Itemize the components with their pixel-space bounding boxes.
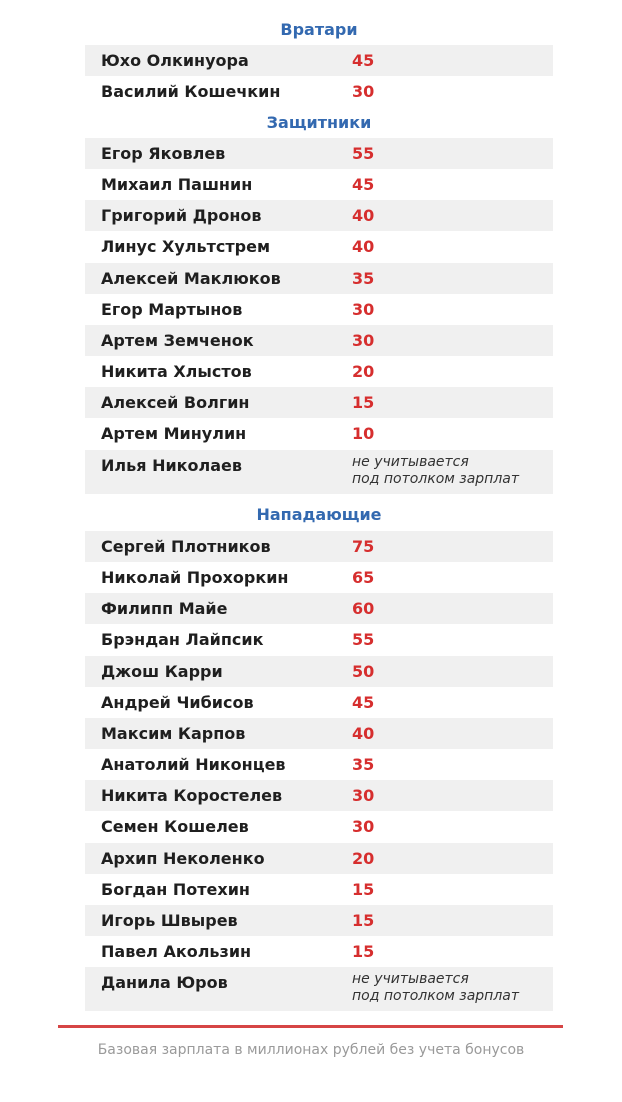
salary-value: 50 [352, 662, 375, 681]
player-name: Данила Юров [101, 973, 228, 992]
table-row [85, 294, 553, 325]
salary-value: 30 [352, 82, 375, 101]
table-row [85, 45, 553, 76]
salary-value: 35 [352, 269, 375, 288]
table-row [85, 936, 553, 967]
table-row [85, 76, 553, 107]
player-name: Никита Хлыстов [101, 362, 252, 381]
salary-value: 15 [352, 942, 375, 961]
salary-value: 60 [352, 599, 375, 618]
salary-note [352, 454, 519, 488]
player-name: Алексей Волгин [101, 393, 250, 412]
salary-value: 10 [352, 424, 375, 443]
player-name: Филипп Майе [101, 599, 228, 618]
player-name: Игорь Швырев [101, 911, 238, 930]
table-row [85, 718, 553, 749]
player-name: Семен Кошелев [101, 817, 249, 836]
table-row [85, 418, 553, 449]
table-row [85, 593, 553, 624]
player-name: Линус Хультстрем [101, 237, 271, 256]
player-name: Василий Кошечкин [101, 82, 281, 101]
table-row [85, 356, 553, 387]
table-row [85, 624, 553, 655]
salary-note [352, 971, 519, 1005]
player-name: Николай Прохоркин [101, 568, 289, 587]
salary-value: 35 [352, 755, 375, 774]
salary-value: 45 [352, 51, 375, 70]
salary-value: 40 [352, 237, 375, 256]
salary-value: 30 [352, 331, 375, 350]
salary-value: 15 [352, 911, 375, 930]
player-name: Алексей Маклюков [101, 269, 281, 288]
player-name: Брэндан Лайпсик [101, 630, 264, 649]
player-name: Юхо Олкинуора [101, 51, 249, 70]
section-title: Защитники [266, 113, 372, 132]
table-row [85, 325, 553, 356]
table-row [85, 656, 553, 687]
salary-value: 20 [352, 849, 375, 868]
player-name: Андрей Чибисов [101, 693, 254, 712]
table-row [85, 169, 553, 200]
table-row [85, 450, 553, 494]
footnote: Базовая зарплата в миллионах рублей без учета бонусов [97, 1042, 525, 1058]
salary-value: 30 [352, 300, 375, 319]
player-name: Джош Карри [101, 662, 223, 681]
player-name: Архип Неколенко [101, 849, 265, 868]
salary-value: 55 [352, 630, 375, 649]
salary-value: 30 [352, 817, 375, 836]
table-row [85, 387, 553, 418]
player-name: Анатолий Никонцев [101, 755, 286, 774]
salary-value: 15 [352, 880, 375, 899]
salary-value: 15 [352, 393, 375, 412]
salary-note-line: не учитывается [352, 971, 469, 987]
salary-value: 45 [352, 693, 375, 712]
salary-note-line: под потолком зарплат [352, 471, 520, 487]
player-name: Сергей Плотников [101, 537, 271, 556]
salary-value: 45 [352, 175, 375, 194]
player-name: Богдан Потехин [101, 880, 250, 899]
salary-note-line: не учитывается [352, 454, 469, 470]
section-title: Нападающие [256, 505, 382, 524]
salary-value: 20 [352, 362, 375, 381]
table-row [85, 780, 553, 811]
table-row [85, 231, 553, 262]
salary-note-line: под потолком зарплат [352, 988, 520, 1004]
player-name: Илья Николаев [101, 456, 243, 475]
table-row [85, 843, 553, 874]
salary-value: 30 [352, 786, 375, 805]
table-row [85, 138, 553, 169]
table-row [85, 687, 553, 718]
table-row [85, 749, 553, 780]
player-name: Павел Акользин [101, 942, 252, 961]
player-name: Михаил Пашнин [101, 175, 253, 194]
table-row [85, 905, 553, 936]
salary-value: 40 [352, 206, 375, 225]
player-name: Артем Земченок [101, 331, 254, 350]
table-row [85, 263, 553, 294]
table-row [85, 562, 553, 593]
divider-rule [58, 1025, 563, 1028]
table-row [85, 200, 553, 231]
salary-value: 75 [352, 537, 375, 556]
player-name: Григорий Дронов [101, 206, 262, 225]
section-title: Вратари [280, 20, 358, 39]
salary-value: 65 [352, 568, 375, 587]
salary-value: 40 [352, 724, 375, 743]
table-row [85, 811, 553, 842]
table-row [85, 967, 553, 1011]
player-name: Максим Карпов [101, 724, 246, 743]
salary-value: 55 [352, 144, 375, 163]
player-name: Егор Мартынов [101, 300, 243, 319]
player-name: Никита Коростелев [101, 786, 283, 805]
table-row [85, 531, 553, 562]
player-name: Артем Минулин [101, 424, 247, 443]
table-row [85, 874, 553, 905]
player-name: Егор Яковлев [101, 144, 226, 163]
